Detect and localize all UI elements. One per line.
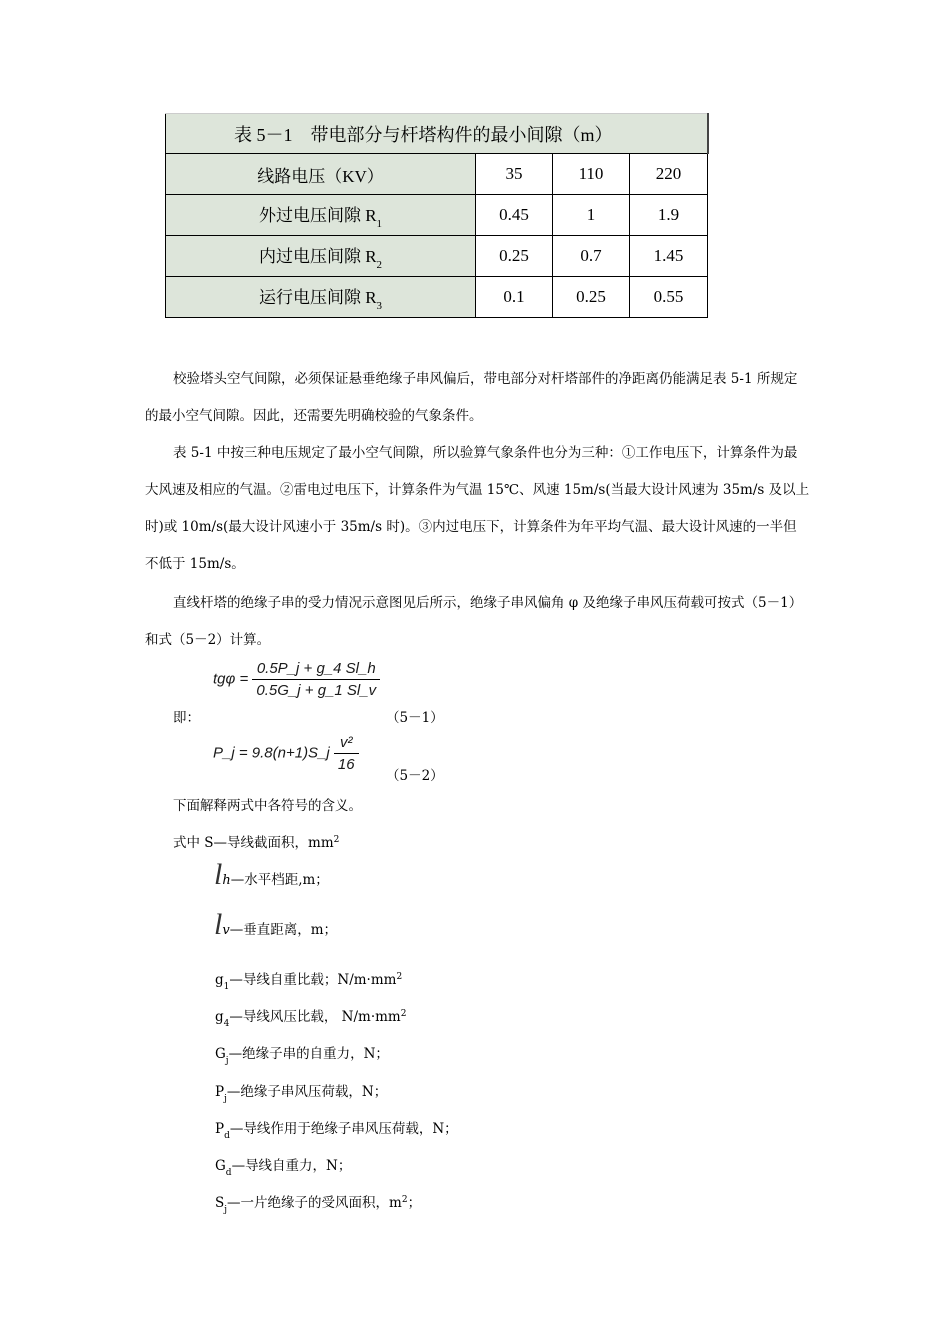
formula-1-numerator: 0.5P_j + g_4 Sl_h bbox=[252, 660, 380, 680]
paragraph-3: 直线杆塔的绝缘子串的受力情况示意图见后所示，绝缘子串风偏角 φ 及绝缘子串风压荷载可按式（5－1）和式（5－2）计算。 bbox=[145, 595, 803, 648]
symbol-S-sup: 2 bbox=[333, 835, 340, 845]
formula-1-denominator: 0.5G_j + g_1 Sl_v bbox=[256, 682, 377, 699]
symbol-g1-sub: 1 bbox=[223, 982, 230, 992]
symbol-Pj-text: —绝缘子串风压荷载，N； bbox=[226, 1084, 388, 1100]
symbol-lv-sub: v bbox=[222, 923, 230, 938]
symbol-Sj-glyph: S bbox=[215, 1195, 225, 1211]
row-label bbox=[166, 195, 476, 236]
symbol-Sj-sup: 2 bbox=[401, 1195, 408, 1205]
symbol-Sj-text: —一片绝缘子的受风面积，m bbox=[227, 1195, 402, 1211]
table-row bbox=[166, 195, 708, 236]
formula-2-number: （5－2） bbox=[386, 768, 444, 784]
formula-2-denominator: 16 bbox=[337, 756, 355, 773]
table-cell: 1 bbox=[553, 195, 630, 236]
formula-1-lhs: tgφ = bbox=[213, 670, 249, 688]
clearance-table bbox=[165, 113, 709, 318]
symbol-S-prefix: 式中 S bbox=[173, 835, 214, 851]
row-label-sub: 3 bbox=[376, 299, 383, 312]
symbol-Gj-sub: j bbox=[225, 1056, 229, 1066]
symbol-Gd-glyph: G bbox=[215, 1158, 226, 1174]
table-row bbox=[166, 277, 708, 318]
table-cell: 0.7 bbox=[553, 236, 630, 277]
symbol-lv-text: —垂直距离，m； bbox=[229, 922, 338, 938]
symbol-lh bbox=[214, 858, 329, 892]
formula-2-lhs: P_j = 9.8(n+1)S_j bbox=[213, 744, 330, 762]
symbol-Sj bbox=[215, 1191, 421, 1215]
row-label-text: 外过电压间隙 R bbox=[258, 205, 377, 225]
explain-line: 下面解释两式中各符号的含义。 bbox=[173, 798, 362, 814]
table-header-row bbox=[166, 154, 708, 195]
symbol-g4-glyph: g bbox=[215, 1009, 224, 1025]
symbol-Pj bbox=[215, 1080, 387, 1104]
paragraph-2: 表 5-1 中按三种电压规定了最小空气间隙，所以验算气象条件也分为三种：①工作电压下，计算条件为最大风速及相应的气温。②雷电过电压下，计算条件为气温 15℃、风速 15m/s(当最大设计风速为 35m/s 及以上时)或 10m/s(最大设计风速小于 35m/s 时)。③内过电压下，计算条件为年平均气温、最大设计风速的一半但不低于 15m/s。 bbox=[145, 445, 810, 572]
symbol-lv-glyph: l bbox=[214, 908, 223, 941]
row-label-sub: 1 bbox=[376, 217, 383, 230]
symbol-Gd bbox=[215, 1154, 351, 1178]
symbol-Gd-sub: d bbox=[225, 1168, 232, 1178]
symbol-Gd-text: —导线自重力，N； bbox=[231, 1158, 352, 1174]
formula-2-fraction bbox=[334, 734, 359, 773]
row-label-sub: 2 bbox=[376, 258, 383, 271]
symbol-g1 bbox=[215, 968, 402, 992]
symbol-Pd-text: —导线作用于绝缘子串风压荷载，N； bbox=[229, 1121, 458, 1137]
row-label-text: 内过电压间隙 R bbox=[258, 246, 377, 266]
symbol-Pd-sub: d bbox=[224, 1131, 230, 1141]
symbol-S-text: —导线截面积，mm bbox=[213, 835, 334, 851]
formula-1-number: （5－1） bbox=[386, 710, 444, 726]
symbol-lh-sub: h bbox=[222, 873, 231, 888]
symbol-Sj-sub: j bbox=[224, 1205, 228, 1215]
table-cell: 0.1 bbox=[476, 277, 553, 318]
symbol-Gj-text: —绝缘子串的自重力，N； bbox=[228, 1046, 389, 1062]
symbol-Sj-tail: ； bbox=[407, 1195, 422, 1211]
header-cell: 35 bbox=[476, 154, 553, 195]
symbol-g4-sub: 4 bbox=[223, 1019, 230, 1029]
header-cell: 110 bbox=[553, 154, 630, 195]
table-row bbox=[166, 236, 708, 277]
symbol-S bbox=[173, 831, 339, 851]
formula-2-numerator: v² bbox=[334, 734, 359, 754]
formula-1-fraction bbox=[252, 660, 380, 699]
symbol-Pj-glyph: P bbox=[215, 1084, 225, 1100]
symbol-Pd bbox=[215, 1117, 458, 1141]
row-label-text: 运行电压间隙 R bbox=[258, 287, 377, 307]
symbol-g1-text: —导线自重比载；N/m·mm bbox=[229, 972, 397, 988]
symbol-Pj-sub: j bbox=[224, 1094, 227, 1104]
ji-label: 即： bbox=[173, 710, 200, 726]
paragraph-1: 校验塔头空气间隙，必须保证悬垂绝缘子串风偏后，带电部分对杆塔部件的净距离仍能满足表 5-1 所规定的最小空气间隙。因此，还需要先明确校验的气象条件。 bbox=[145, 371, 798, 424]
table-cell: 1.9 bbox=[630, 195, 708, 236]
symbol-Pd-glyph: P bbox=[215, 1121, 225, 1137]
symbol-lh-glyph: l bbox=[214, 858, 223, 891]
header-label: 线路电压（KV） bbox=[166, 154, 476, 195]
symbol-g4-sup: 2 bbox=[400, 1009, 407, 1019]
table-cell: 0.25 bbox=[553, 277, 630, 318]
table-cell: 1.45 bbox=[630, 236, 708, 277]
row-label bbox=[166, 277, 476, 318]
symbol-Gj bbox=[215, 1042, 389, 1066]
table-caption: 表 5－1 带电部分与杆塔构件的最小间隙（m） bbox=[166, 114, 708, 154]
symbol-lv bbox=[214, 908, 337, 942]
symbol-lh-text: —水平档距,m； bbox=[230, 872, 329, 888]
symbol-g4-text: —导线风压比载， N/m·mm bbox=[229, 1009, 401, 1025]
row-label bbox=[166, 236, 476, 277]
symbol-g1-glyph: g bbox=[215, 972, 224, 988]
header-cell: 220 bbox=[630, 154, 708, 195]
formula-5-1 bbox=[213, 660, 380, 699]
table-cell: 0.45 bbox=[476, 195, 553, 236]
table-cell: 0.25 bbox=[476, 236, 553, 277]
symbol-g1-sup: 2 bbox=[396, 972, 403, 982]
table-cell: 0.55 bbox=[630, 277, 708, 318]
symbol-g4 bbox=[215, 1005, 406, 1029]
symbol-Gj-glyph: G bbox=[215, 1046, 226, 1062]
formula-5-2 bbox=[213, 734, 359, 773]
